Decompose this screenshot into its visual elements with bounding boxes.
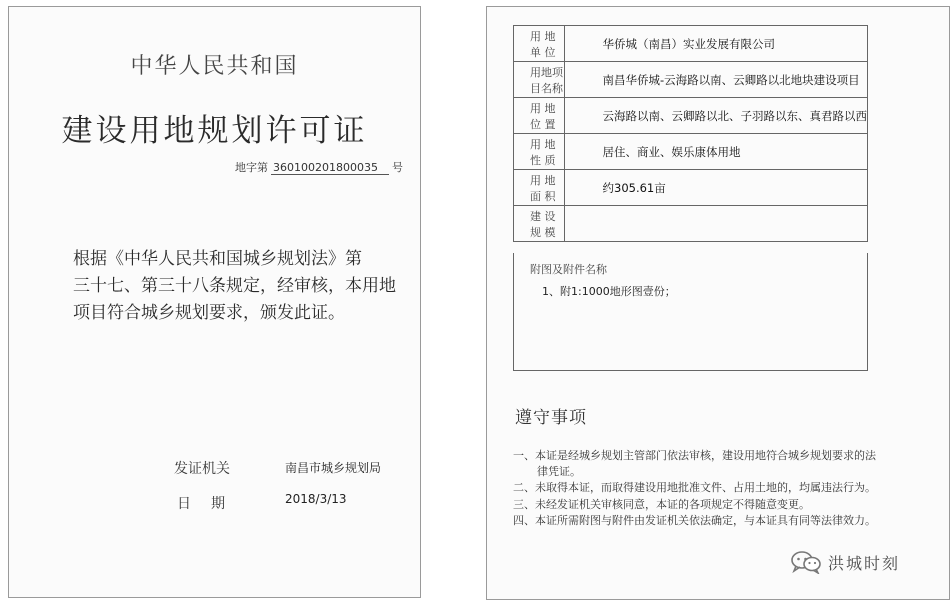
row-label: 用 地 单 位 <box>514 26 565 62</box>
date-value: 2018/3/13 <box>285 492 347 506</box>
country-name: 中华人民共和国 <box>130 54 299 79</box>
note-item: 二、未取得本证，而取得建设用地批准文件、占用土地的，均属违法行为。 <box>513 481 876 494</box>
row-label: 用 地 位 置 <box>514 98 565 134</box>
table-row <box>514 62 868 98</box>
number-value: 360100201800035 <box>271 161 389 175</box>
issuer-value: 南昌市城乡规划局 <box>285 461 382 475</box>
table-row <box>514 170 868 206</box>
notes-title: 遵守事项 <box>515 408 587 428</box>
notes-list <box>513 448 883 530</box>
row-value: 南昌华侨城-云海路以南、云卿路以北地块建设项目 <box>564 62 868 98</box>
watermark <box>790 550 900 574</box>
note-item: 三、未经发证机关审核同意，本证的各项规定不得随意变更。 <box>513 497 810 511</box>
body-line: 项目符合城乡规划要求，颁发此证。 <box>73 303 345 323</box>
body-line: 三十七、第三十八条规定，经审核，本用地 <box>73 276 396 296</box>
issuer-label: 发证机关 <box>174 461 230 477</box>
wechat-icon <box>790 550 822 574</box>
row-value <box>564 206 868 242</box>
row-value: 居住、商业、娱乐康体用地 <box>564 134 868 170</box>
watermark-text: 洪城时刻 <box>828 553 901 573</box>
certificate-detail-page <box>486 6 950 600</box>
table-row <box>514 26 868 62</box>
row-label: 建 设 规 模 <box>514 206 565 242</box>
table-row <box>514 134 868 170</box>
date-label: 日期 <box>177 496 245 512</box>
table-row <box>514 206 868 242</box>
land-info-table <box>513 25 868 242</box>
certificate-number <box>235 159 403 175</box>
number-suffix: 号 <box>392 161 403 174</box>
note-item: 四、本证所需附图与附件由发证机关依法确定，与本证具有同等法律效力。 <box>513 514 876 527</box>
note-item: 一、本证是经城乡规划主管部门依法审核，建设用地符合城乡规划要求的法律凭证。 <box>513 449 876 478</box>
row-value: 华侨城（南昌）实业发展有限公司 <box>564 26 868 62</box>
attachments-box <box>513 253 868 371</box>
certificate-title: 建设用地规划许可证 <box>61 113 368 149</box>
attachment-item: 1、附1:1000地形图壹份； <box>542 285 676 298</box>
body-line: 根据《中华人民共和国城乡规划法》第 <box>73 249 362 269</box>
certificate-cover-page <box>8 6 421 598</box>
row-label: 用地项目名称 <box>514 62 565 98</box>
row-label: 用 地 性 质 <box>514 134 565 170</box>
certificate-body <box>73 246 403 327</box>
row-label: 用 地 面 积 <box>514 170 565 206</box>
number-prefix: 地字第 <box>235 161 268 174</box>
row-value: 约305.61亩 <box>564 170 868 206</box>
table-row <box>514 98 868 134</box>
attachments-title: 附图及附件名称 <box>530 263 607 276</box>
row-value: 云海路以南、云卿路以北、子羽路以东、真君路以西 <box>564 98 868 134</box>
